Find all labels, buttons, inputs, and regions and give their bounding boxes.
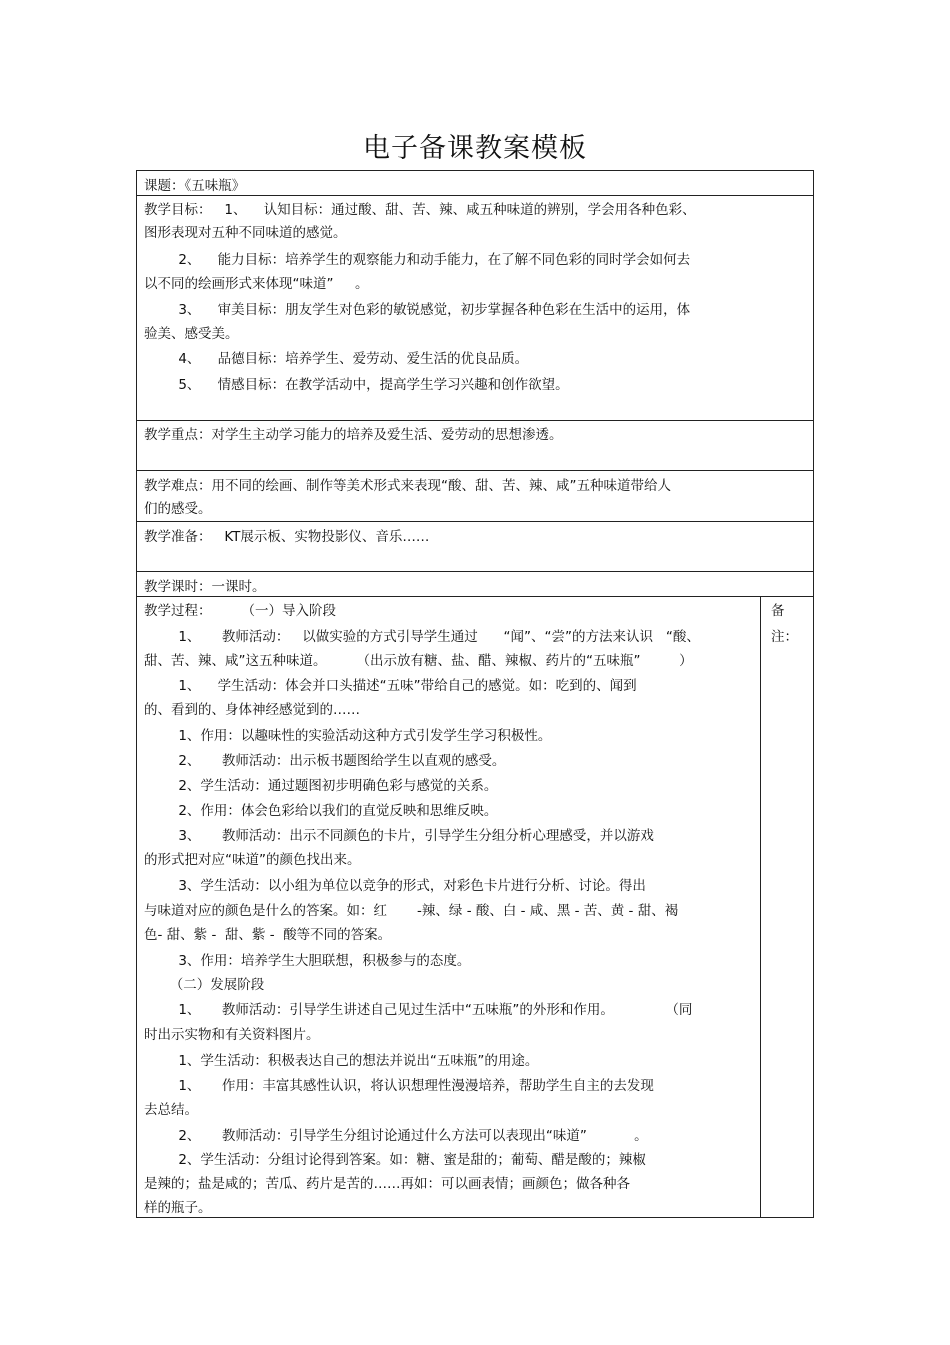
remarks-label-2: 注： bbox=[771, 629, 798, 645]
goal-line: 3、 审美目标：朋友学生对色彩的敏锐感觉，初步掌握各种色彩在生活中的运用，体 bbox=[144, 302, 691, 318]
key-point-text: 教学重点：对学生主动学习能力的培养及爱生活、爱劳动的思想渗透。 bbox=[144, 427, 563, 443]
process-line: 教学过程： （一）导入阶段 bbox=[144, 603, 337, 619]
process-line: 的、看到的、身体神经感觉到的…… bbox=[144, 702, 360, 718]
process-line: 样的瓶子。 bbox=[144, 1200, 212, 1216]
process-line: 2、 教师活动：引导学生分组讨论通过什么方法可以表现出“味道” 。 bbox=[144, 1128, 648, 1144]
preparation-text: 教学准备： KT展示板、实物投影仪、音乐…… bbox=[144, 529, 430, 545]
goal-line: 2、 能力目标：培养学生的观察能力和动手能力，在了解不同色彩的同时学会如何去 bbox=[144, 252, 691, 268]
preparation-row bbox=[137, 522, 813, 572]
process-line: 1、 作用：丰富其感性认识，将认识想理性漫漫培养，帮助学生自主的去发现 bbox=[144, 1078, 654, 1094]
process-line: 1、 教师活动：引导学生讲述自己见过生活中“五味瓶”的外形和作用。 （同 bbox=[144, 1002, 693, 1018]
process-line: 的形式把对应“味道”的颜色找出来。 bbox=[144, 852, 361, 868]
process-line: 3、作用：培养学生大胆联想，积极参与的态度。 bbox=[144, 953, 471, 969]
periods-text: 教学课时：一课时。 bbox=[144, 579, 266, 595]
page-title: 电子备课教案模板 bbox=[363, 133, 587, 164]
topic-row bbox=[137, 171, 813, 196]
process-line: 2、学生活动：分组讨论得到答案。如：糖、蜜是甜的；葡萄、醋是酸的；辣椒 bbox=[144, 1152, 646, 1168]
process-line: 色- 甜、紫 - 甜、紫 - 酸等不同的答案。 bbox=[144, 927, 392, 943]
remarks-divider bbox=[760, 597, 761, 1217]
periods-row bbox=[137, 572, 813, 597]
goal-line: 4、 品德目标：培养学生、爱劳动、爱生活的优良品质。 bbox=[144, 351, 529, 367]
process-line: 1、 教师活动： 以做实验的方式引导学生通过 “闻”、“尝”的方法来认识 “酸、 bbox=[144, 629, 700, 645]
goal-line: 验美、感受美。 bbox=[144, 326, 239, 342]
process-line: 3、 教师活动：出示不同颜色的卡片，引导学生分组分析心理感受，并以游戏 bbox=[144, 828, 654, 844]
key-point-row bbox=[137, 421, 813, 471]
process-line: 去总结。 bbox=[144, 1102, 198, 1118]
process-line: 1、学生活动：积极表达自己的想法并说出“五味瓶”的用途。 bbox=[144, 1053, 539, 1069]
process-line: 2、 教师活动：出示板书题图给学生以直观的感受。 bbox=[144, 753, 506, 769]
process-line: 时出示实物和有关资料图片。 bbox=[144, 1027, 320, 1043]
goal-line: 以不同的绘画形式来体现“味道” 。 bbox=[144, 276, 369, 292]
process-line: （二）发展阶段 bbox=[144, 977, 265, 993]
process-line: 2、作用：体会色彩给以我们的直觉反映和思维反映。 bbox=[144, 803, 498, 819]
process-row bbox=[137, 597, 813, 1217]
remarks-label-1: 备 bbox=[771, 603, 785, 619]
process-line: 与味道对应的颜色是什么的答案。如：红 -辣、绿 - 酸、白 - 咸、黑 - 苦、黄 - 甜、褐 bbox=[144, 903, 679, 919]
lesson-plan-table bbox=[136, 170, 814, 1218]
process-line: 是辣的；盐是咸的；苦瓜、药片是苦的……再如：可以画表情；画颜色；做各种各 bbox=[144, 1176, 630, 1192]
difficulty-line: 们的感受。 bbox=[144, 501, 212, 517]
difficulty-row bbox=[137, 471, 813, 522]
process-line: 3、学生活动：以小组为单位以竞争的形式，对彩色卡片进行分析、讨论。得出 bbox=[144, 878, 646, 894]
goals-row bbox=[137, 196, 813, 421]
topic-text: 课题：《五味瓶》 bbox=[144, 178, 246, 194]
process-line: 1、 学生活动：体会并口头描述“五味”带给自己的感觉。如：吃到的、闻到 bbox=[144, 678, 637, 694]
difficulty-line: 教学难点：用不同的绘画、制作等美术形式来表现“酸、甜、苦、辣、咸”五种味道带给人 bbox=[144, 478, 671, 494]
process-line: 1、作用：以趣味性的实验活动这种方式引发学生学习积极性。 bbox=[144, 728, 552, 744]
goal-line: 5、 情感目标：在教学活动中，提高学生学习兴趣和创作欲望。 bbox=[144, 377, 569, 393]
goal-line: 图形表现对五种不同味道的感觉。 bbox=[144, 225, 347, 241]
process-line: 2、学生活动：通过题图初步明确色彩与感觉的关系。 bbox=[144, 778, 498, 794]
process-line: 甜、苦、辣、咸”这五种味道。 （出示放有糖、盐、醋、辣椒、药片的“五味瓶” ） bbox=[144, 653, 693, 669]
goal-line: 教学目标： 1、 认知目标：通过酸、甜、苦、辣、咸五种味道的辨别，学会用各种色彩、 bbox=[144, 202, 696, 218]
